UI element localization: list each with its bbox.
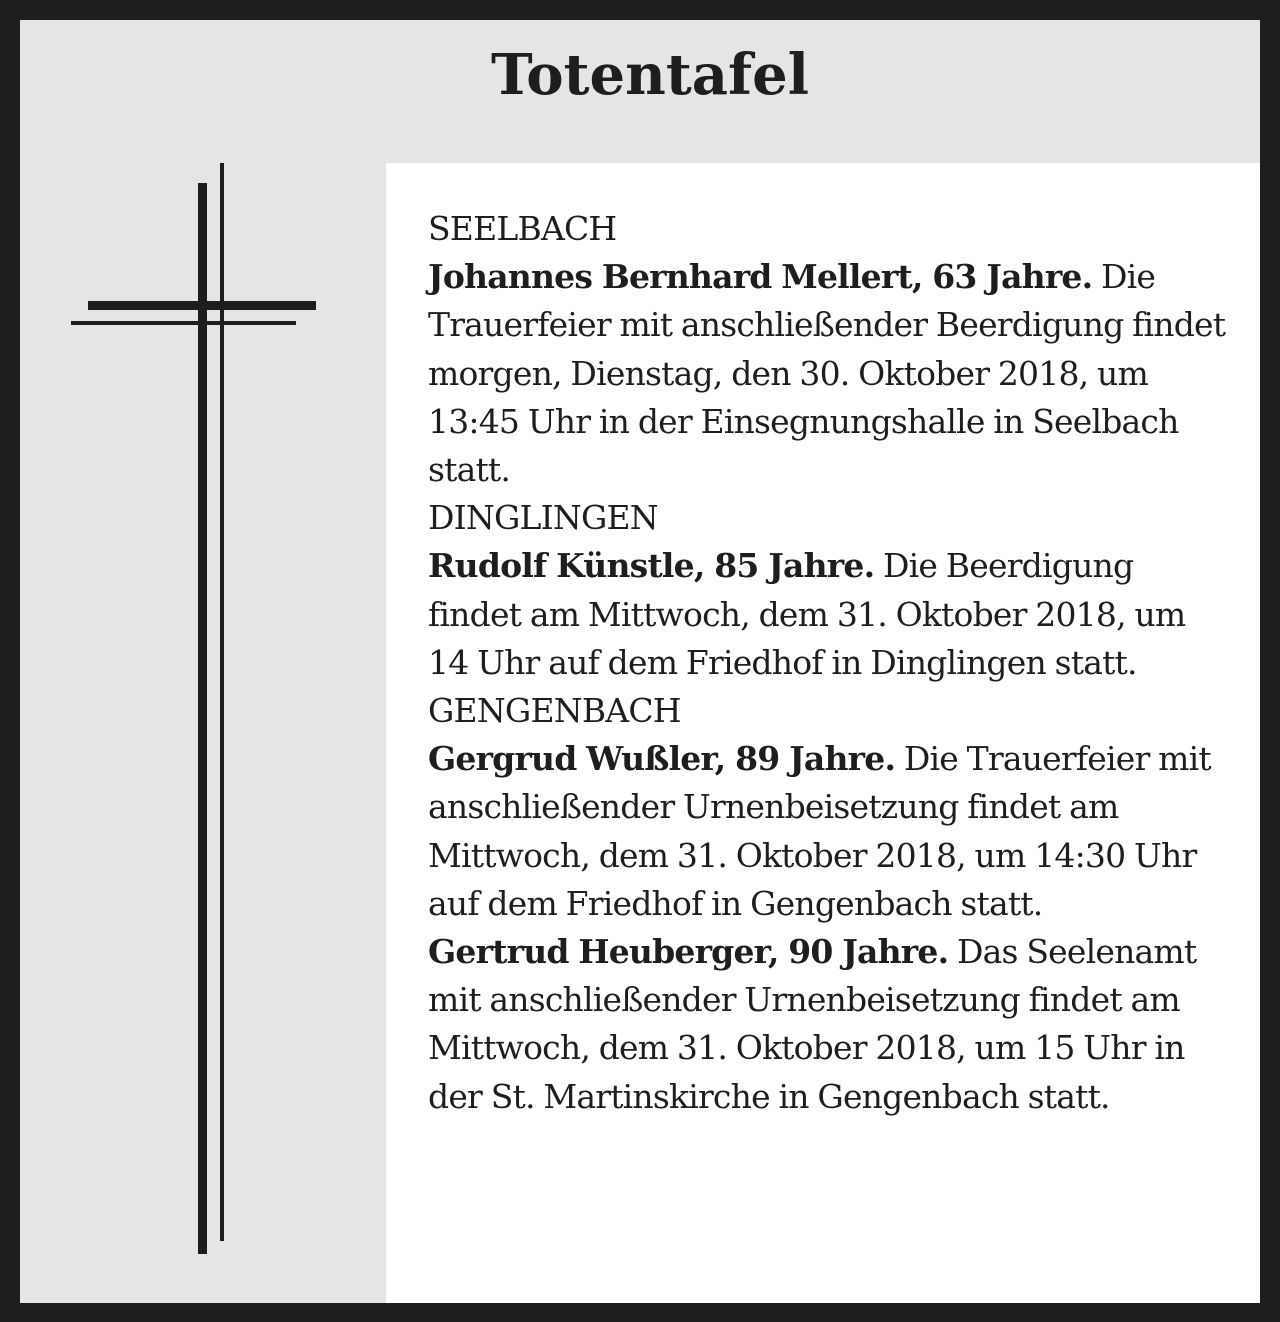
page-title: Totentafel [491,42,809,108]
town-heading: SEELBACH [428,209,617,248]
service-details: Die Trauerfeier mit anschließender Beerdigung findet morgen, Dienstag, den 30. Oktober 2018, um 13:45 Uhr in der Einsegnungshalle in Seelbach statt. [428,257,1226,490]
obituary-entry [428,687,1228,928]
obituary-entry [428,205,1228,494]
cross-horizontal-thin [71,321,296,325]
cross-vertical-thick [198,183,207,1254]
cross-horizontal-thick [88,301,316,310]
obituary-entry [428,494,1228,687]
deceased-name: Johannes Bernhard Mellert, 63 Jahre. [428,257,1093,297]
deceased-name: Rudolf Künstle, 85 Jahre. [428,546,875,586]
town-heading: GENGENBACH [428,691,681,731]
service-details: Die Beerdigung findet am Mittwoch, dem 31. Oktober 2018, um 14 Uhr auf dem Friedhof in Dinglingen statt. [428,546,1186,682]
deceased-name: Gergrud Wußler, 89 Jahre. [428,739,896,779]
deceased-name: Gertrud Heuberger, 90 Jahre. [428,932,949,972]
town-heading: DINGLINGEN [428,498,658,538]
obituary-list [386,163,1260,1303]
obituary-text [428,205,1228,1121]
service-details: Die Trauerfeier mit anschließender Urnenbeisetzung findet am Mittwoch, dem 31. Oktober 2018, um 14:30 Uhr auf dem Friedhof in Gengenbach statt. [428,739,1211,923]
service-details: Das Seelenamt mit anschließender Urnenbeisetzung findet am Mittwoch, dem 31. Oktober 2018, um 15 Uhr in der St. Martinskirche in Gengenbach statt. [428,932,1197,1116]
obituary-entry [428,928,1228,1121]
cross-icon [0,0,400,1300]
